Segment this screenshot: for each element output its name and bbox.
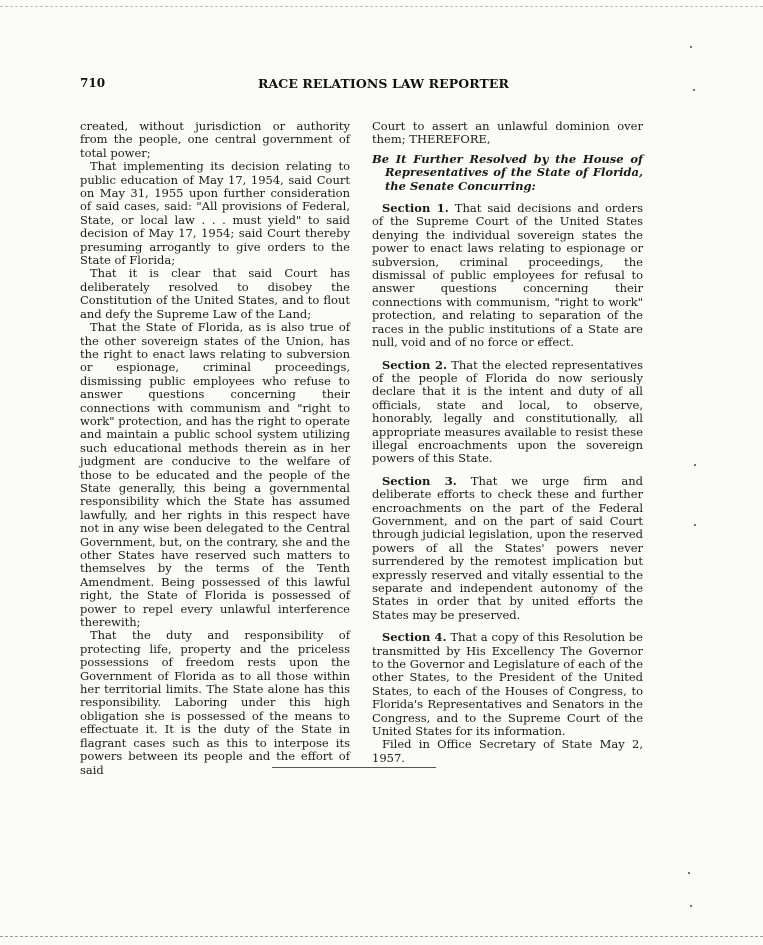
scan-speck xyxy=(693,89,695,91)
left-paragraph: That it is clear that said Court has deliberately resolved to disobey the Constitution of the United States, and to flout and defy the Supreme Law of the Land; xyxy=(80,266,350,321)
section-label: Section 1. xyxy=(382,201,449,216)
end-rule xyxy=(272,767,436,768)
page-number: 710 xyxy=(80,76,106,90)
resolution-clause: Be It Further Resolved by the House of Representatives of the State of Florida, the Senate Concurring: xyxy=(372,151,643,193)
scan-speck xyxy=(690,46,692,48)
page-header xyxy=(80,76,640,94)
bottom-scan-edge xyxy=(0,936,763,937)
scan-speck xyxy=(694,524,696,526)
section-text: That we urge firm and deliberate efforts to check these and further encroachments on the part of the Federal Government, and on the part of said Court through judicial legislation, upon the reserved powers of all the States' powers never surrendered by the remotest implication but expressly reserved and vitally essential to the separate and independent autonomy of the States in order that by united efforts the States may be preserved. xyxy=(372,473,643,622)
right-paragraph: Court to assert an unlawful dominion over them; THEREFORE, xyxy=(372,119,643,147)
left-paragraph: That the State of Florida, as is also true of the other sovereign states of the Union, has the right to enact laws relating to subversion or espionage, criminal proceedings, dismissing public employees who refuse to answer questions concerning their connections with communism and "right to work" protection, and has the right to operate and maintain a public school system utilizing such educational methods therein as in her judgment are conducive to the welfare of those to be educated and the people of the State generally, this being a governmental responsibility which the State has assumed lawfully, and her rights in this respect have not in any wise been delegated to the Central Government, but, on the contrary, she and the other States have reserved such matters to themselves by the terms of the Tenth Amendment. Being possessed of this lawful right, the State of Florida is possessed of power to repel every unlawful interference therewith; xyxy=(80,320,350,630)
section-label: Section 4. xyxy=(382,630,447,645)
section-1 xyxy=(372,202,643,349)
section-text: That a copy of this Resolution be transmitted by His Excellency The Governor to the Governor and Legislature of each of the other States, to the President of the United States, to each of the Houses of Congress, to Florida's Representatives and Senators in the Congress, and to the Supreme Court of the United States for its information. xyxy=(372,630,643,739)
scan-speck xyxy=(690,905,692,907)
right-column xyxy=(372,120,643,765)
running-title: RACE RELATIONS LAW REPORTER xyxy=(258,76,510,91)
left-paragraph: That implementing its decision relating to public education of May 17, 1954, said Court on May 31, 1955 upon further consideration of said cases, said: "All provisions of Federal, State, or local law . . . must yield" to said decision of May 17, 1954; said Court thereby presuming arrogantly to give orders to the State of Florida; xyxy=(80,159,350,268)
filing-note: Filed in Office Secretary of State May 2, 1957. xyxy=(372,737,643,765)
section-text: That the elected representatives of the people of Florida do now seriously declare that it is the intent and duty of all officials, state and local, to observe, honorably, legally and constitutionally, all appropriate measures available to resist these illegal encroachments upon the sovereign powers of this State. xyxy=(372,357,643,466)
section-text: That said decisions and orders of the Supreme Court of the United States denying the individual sovereign states the power to enact laws relating to espionage or subversion, criminal proceedings, the dismissal of public employees for refusal to answer questions concerning their connections with communism, "right to work" protection, and relating to separation of the races in the public institutions of a State are null, void and of no force or effect. xyxy=(372,201,643,350)
section-3 xyxy=(372,475,643,622)
section-label: Section 3. xyxy=(382,473,457,488)
scan-speck xyxy=(688,872,690,874)
section-4 xyxy=(372,631,643,738)
left-column xyxy=(80,120,350,777)
section-label: Section 2. xyxy=(382,357,447,372)
section-2 xyxy=(372,359,643,466)
top-scan-edge xyxy=(0,6,763,7)
left-paragraph: That the duty and responsibility of protecting life, property and the priceless possessions of freedom rests upon the Government of Florida as to all those within her territorial limits. The State alone has this responsibility. Laboring under this high obligation she is possessed of the means to effectuate it. It is the duty of the State in flagrant cases such as this to interpose its powers between its people and the effort of said xyxy=(80,628,350,777)
left-paragraph: created, without jurisdiction or authority from the people, one central government of total power; xyxy=(80,119,350,160)
scan-speck xyxy=(694,464,696,466)
